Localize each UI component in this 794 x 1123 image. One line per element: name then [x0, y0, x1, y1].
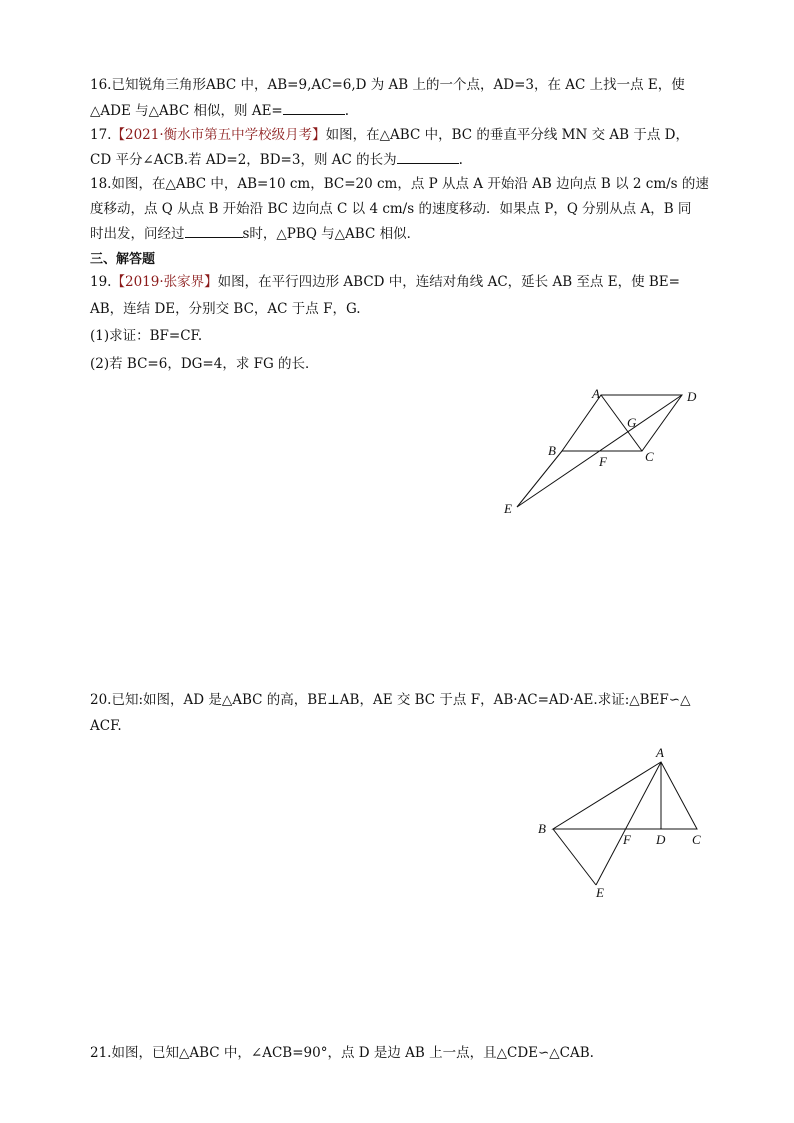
q19-line2: AB，连结 DE，分别交 BC，AC 于点 F，G. — [90, 301, 361, 317]
q19-label-c: C — [645, 449, 654, 464]
q19-part2: (2)若 BC=6，DG=4，求 FG 的长． — [90, 356, 319, 372]
q18-answer-blank — [185, 237, 243, 238]
q21-line1: 21.如图，已知△ABC 中，∠ACB=90°，点 D 是边 AB 上一点，且△CDE∽△CAB. — [90, 1045, 594, 1061]
q19-segment-de — [517, 395, 682, 507]
q19-label-e: E — [504, 501, 512, 516]
q20-label-a: A — [656, 745, 664, 760]
q19-label-d: D — [687, 389, 697, 404]
q18-line2: 度移动，点 Q 从点 B 开始沿 BC 边向点 C 以 4 cm/s 的速度移动．如果点 P，Q 分别从点 A，B 同 — [90, 201, 692, 217]
q20-label-b: B — [538, 821, 546, 836]
q18-line3 — [90, 225, 710, 243]
q19-line1-text: 如图，在平行四边形 ABCD 中，连结对角线 AC，延长 AB 至点 E，使 BE= — [217, 274, 680, 290]
q16-line2 — [90, 102, 710, 120]
q18-line3-end: s时，△PBQ 与△ABC 相似． — [242, 226, 421, 242]
q17-number: 17. — [90, 127, 112, 143]
q19-source-tag: 【2019·张家界】 — [111, 274, 218, 290]
q19-label-b: B — [548, 443, 556, 458]
q16-line2-text: △ADE 与△ABC 相似，则 AE= — [90, 103, 283, 119]
q20-segment-be — [553, 829, 596, 885]
q20-label-f: F — [623, 832, 631, 847]
q20-label-d: D — [656, 832, 666, 847]
q19-line1 — [90, 273, 710, 291]
q19-part1: (1)求证：BF=CF. — [90, 328, 203, 344]
q17-line1 — [90, 126, 710, 144]
q19-label-g: G — [627, 415, 637, 430]
q17-line2-end: . — [458, 152, 463, 168]
q19-label-f: F — [599, 454, 607, 469]
q17-line2-text: CD 平分∠ACB.若 AD=2，BD=3，则 AC 的长为 — [90, 152, 397, 168]
q16-line1: 16.已知锐角三角形ABC 中，AB=9,AC=6,D 为 AB 上的一个点，AD=3，在 AC 上找一点 E，使 — [90, 77, 685, 93]
q20-figure — [535, 745, 715, 905]
q20-segment-ae — [596, 762, 661, 885]
q16-answer-blank — [283, 114, 345, 115]
q19-figure — [500, 385, 710, 520]
q20-label-e: E — [596, 885, 604, 900]
section-heading-answers: 三、解答题 — [90, 252, 156, 267]
q19-segment-be — [517, 451, 562, 507]
q16-line2-end: . — [344, 103, 350, 119]
q20-line2: ACF. — [90, 718, 122, 734]
q20-triangle-abc — [553, 762, 697, 829]
q20-label-c: C — [692, 832, 701, 847]
q19-label-a: A — [592, 386, 600, 401]
q17-line2 — [90, 151, 710, 169]
q20-line1: 20.已知:如图，AD 是△ABC 的高，BE⊥AB，AE 交 BC 于点 F，AB·AC=AD·AE.求证:△BEF∽△ — [90, 692, 691, 708]
q19-number: 19. — [90, 274, 112, 290]
q17-source-tag: 【2021·衡水市第五中学校级月考】 — [111, 127, 326, 143]
q18-line3-text: 时出发，问经过 — [90, 226, 185, 242]
q17-line1-text: 如图，在△ABC 中，BC 的垂直平分线 MN 交 AB 于点 D， — [325, 127, 689, 143]
q18-line1: 18.如图，在△ABC 中，AB=10 cm，BC=20 cm，点 P 从点 A 开始沿 AB 边向点 B 以 2 cm/s 的速 — [90, 176, 709, 192]
q17-answer-blank — [397, 163, 459, 164]
